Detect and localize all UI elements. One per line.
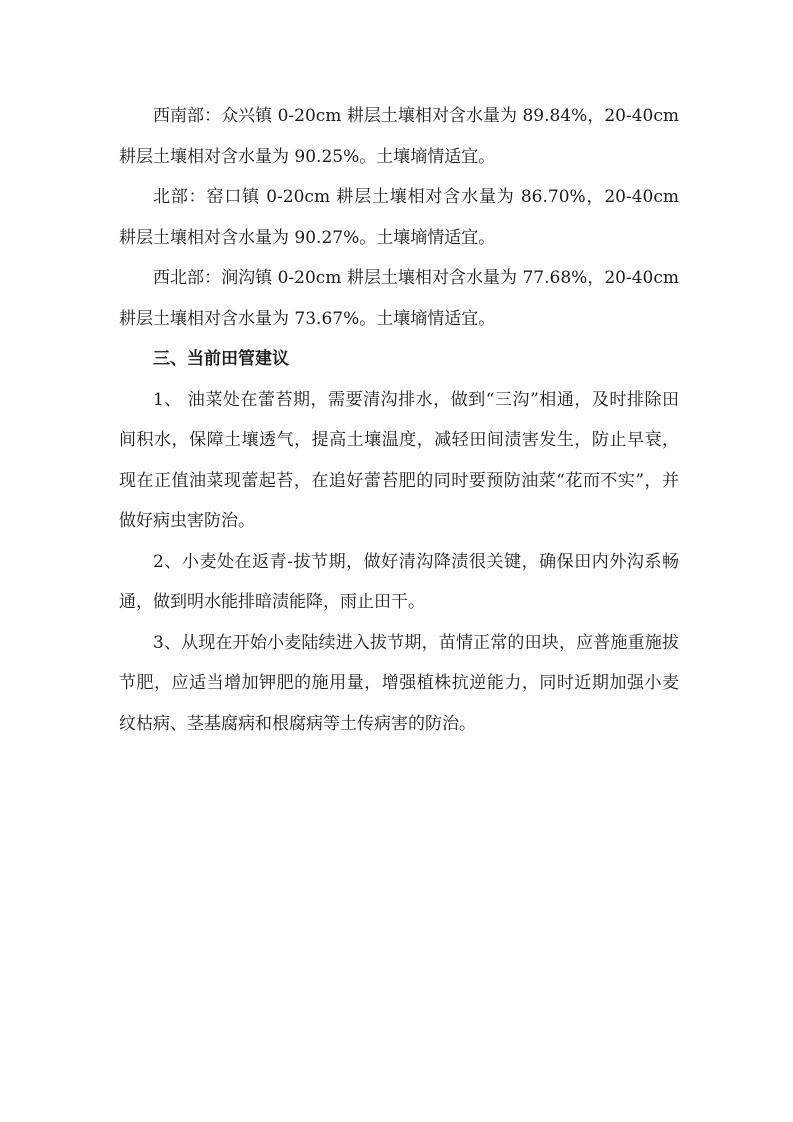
suggestion-wheat-drainage-paragraph: 2、小麦处在返青-拔节期，做好清沟降渍很关键，确保田内外沟系畅通，做到明水能排暗渍能降，雨止田干。	[119, 551, 679, 612]
section-heading: 三、当前田管建议	[153, 349, 289, 369]
moisture-northwest-paragraph: 西北部：涧沟镇 0-20cm 耕层土壤相对含水量为 77.68%，20-40cm 耕层土壤相对含水量为 73.67%。土壤墒情适宜。	[119, 268, 679, 329]
moisture-southwest-paragraph: 西南部：众兴镇 0-20cm 耕层土壤相对含水量为 89.84%，20-40cm 耕层土壤相对含水量为 90.25%。土壤墒情适宜。	[119, 106, 679, 167]
document-body	[119, 96, 679, 744]
suggestion-rapeseed-paragraph: 1、 油菜处在蕾苔期，需要清沟排水，做到“三沟”相通，及时排除田间积水，保障土壤透气，提高土壤温度，减轻田间渍害发生，防止早衰，现在正值油菜现蕾起苔，在追好蕾苔肥的同时要预防油菜“花而不实”，并做好病虫害防治。	[119, 389, 679, 531]
moisture-north-paragraph: 北部：窑口镇 0-20cm 耕层土壤相对含水量为 86.70%，20-40cm 耕层土壤相对含水量为 90.27%。土壤墒情适宜。	[119, 187, 679, 248]
suggestion-wheat-fertilizer-paragraph: 3、从现在开始小麦陆续进入拔节期，苗情正常的田块，应普施重施拔节肥，应适当增加钾肥的施用量，增强植株抗逆能力，同时近期加强小麦纹枯病、茎基腐病和根腐病等土传病害的防治。	[119, 632, 679, 734]
